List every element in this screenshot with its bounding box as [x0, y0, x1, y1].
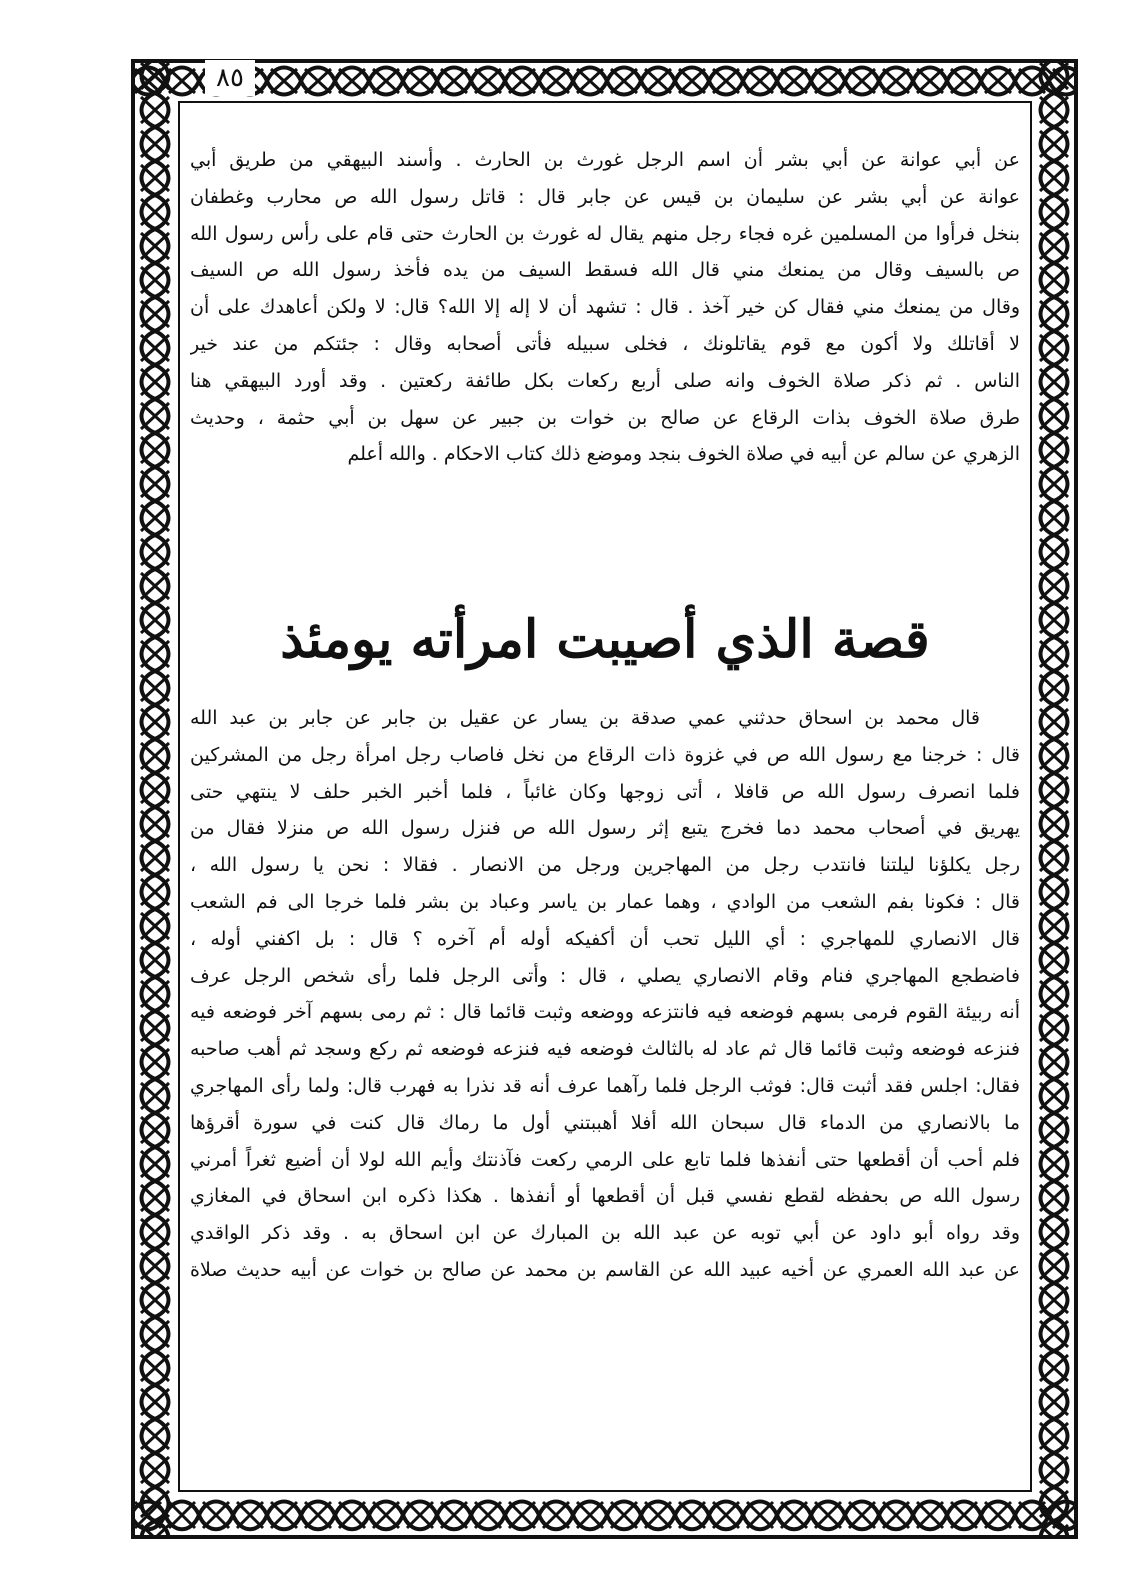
page-number: ٨٥ — [205, 60, 255, 96]
text-line: عن أبي عوانة عن أبي بشر أن اسم الرجل غورث بن الحارث . وأسند البيهقي من طريق أبي — [190, 149, 1020, 171]
paragraph-1 — [190, 142, 1020, 473]
text-line: ما بالانصاري من الدماء قال سبحان الله أفلا أهببتني أول ما رماك قال كنت في سورة أقرؤها — [190, 1111, 1020, 1134]
text-line: فاضطجع المهاجري فنام وقام الانصاري يصلي ، قال : وأتى الرجل فلما رأى شخص الرجل عرف — [190, 964, 1020, 987]
text-line: رجل يكلؤنا ليلتنا فانتدب رجل من المهاجرين ورجل من الانصار . فقالا : نحن يا رسول الله ، — [190, 854, 1020, 877]
text-line: عن عبد الله العمري عن أخيه عبيد الله عن القاسم بن محمد عن صالح بن خوات عن أبيه حديث صلاة — [190, 1258, 1020, 1281]
text-line: وقد رواه أبو داود عن أبي توبه عن عبد الله بن المبارك عن ابن اسحاق به . وقد ذكر الواقدي — [190, 1222, 1020, 1245]
text-line: لا أقاتلك ولا أكون مع قوم يقاتلونك ، فخلى سبيله فأتى أصحابه وقال : جئتكم من عند خير — [190, 332, 1020, 355]
text-line: طرق صلاة الخوف بذات الرقاع عن صالح بن خوات بن جبير عن سهل بن أبي حثمة ، وحديث — [190, 406, 1020, 429]
text-line: أنه ربيئة القوم فرمى بسهم فوضعه فيه فانتزعه ووضعه وثبت قائما قال : ثم رمى بسهم آخر فوضعه فيه — [190, 1001, 1020, 1024]
text-line: قال : خرجنا مع رسول الله ص في غزوة ذات الرقاع من نخل فاصاب رجل امرأة رجل من المشركين — [190, 743, 1020, 766]
text-line: رسول الله ص بحفظه لقطع نفسي قبل أن أقطعها أو أنفذها . هكذا ذكره ابن اسحاق في المغازي — [190, 1185, 1020, 1208]
text-line: قال الانصاري للمهاجري : أي الليل تحب أن أكفيكه أوله أم آخره ؟ قال : بل اكفني أوله ، — [190, 927, 1020, 950]
section-heading: قصة الذي أصيبت امرأته يومئذ — [280, 609, 930, 670]
text-line: بنخل فرأوا من المسلمين غره فجاء رجل منهم يقال له غورث بن الحارث حتى قام على رأس رسول الله — [190, 222, 1020, 245]
text-line: قال : فكونا بفم الشعب من الوادي ، وهما عمار بن ياسر وعباد بن بشر فلما خرجا الى فم الشعب — [190, 890, 1020, 913]
paragraph-2 — [190, 700, 1020, 1289]
text-line: فلما انصرف رسول الله ص قافلا ، أتى زوجها وكان غائباً ، فلما أخبر الخبر حلف لا ينتهي حتى — [190, 780, 1020, 803]
text-line: فقال: اجلس فقد أثبت قال: فوثب الرجل فلما رآهما عرف أنه قد نذرا به فهرب قال: ولما رأى المهاجري — [190, 1074, 1020, 1097]
text-line: يهريق في أصحاب محمد دما فخرج يتبع إثر رسول الله ص فنزل رسول الله ص منزلا فقال من — [190, 817, 1020, 840]
text-line: عوانة عن أبي بشر عن سليمان بن قيس عن جابر قال : قاتل رسول الله ص محارب وغطفان — [190, 185, 1020, 208]
text-line: ص بالسيف وقال من يمنعك مني قال الله فسقط السيف من يده فأخذ رسول الله ص السيف — [190, 259, 1020, 282]
text-line: الناس . ثم ذكر صلاة الخوف وانه صلى أربع ركعات بكل طائفة ركعتين . وقد أورد البيهقي هنا — [190, 369, 1020, 392]
text-line: الزهري عن سالم عن أبيه في صلاة الخوف بنجد وموضع ذلك كتاب الاحكام . والله أعلم — [347, 443, 1020, 466]
text-line: فلم أحب أن أقطعها حتى أنفذها فلما تابع على الرمي ركعت فآذنتك وأيم الله لولا أن أضيع ثغراً أمرني — [190, 1148, 1020, 1171]
text-line: قال محمد بن اسحاق حدثني عمي صدقة بن يسار عن عقيل بن جابر عن جابر بن عبد الله — [190, 707, 980, 729]
text-line: فنزعه فوضعه وثبت قائما قال ثم عاد له بالثالث فوضعه فيه فنزعه فوضعه ثم ركع وسجد ثم أهب صاحبه — [190, 1038, 1020, 1061]
text-line: وقال من يمنعك مني فقال كن خير آخذ . قال : تشهد أن لا إله إلا الله؟ قال: لا ولكن أعاهدك على أن — [190, 296, 1020, 319]
